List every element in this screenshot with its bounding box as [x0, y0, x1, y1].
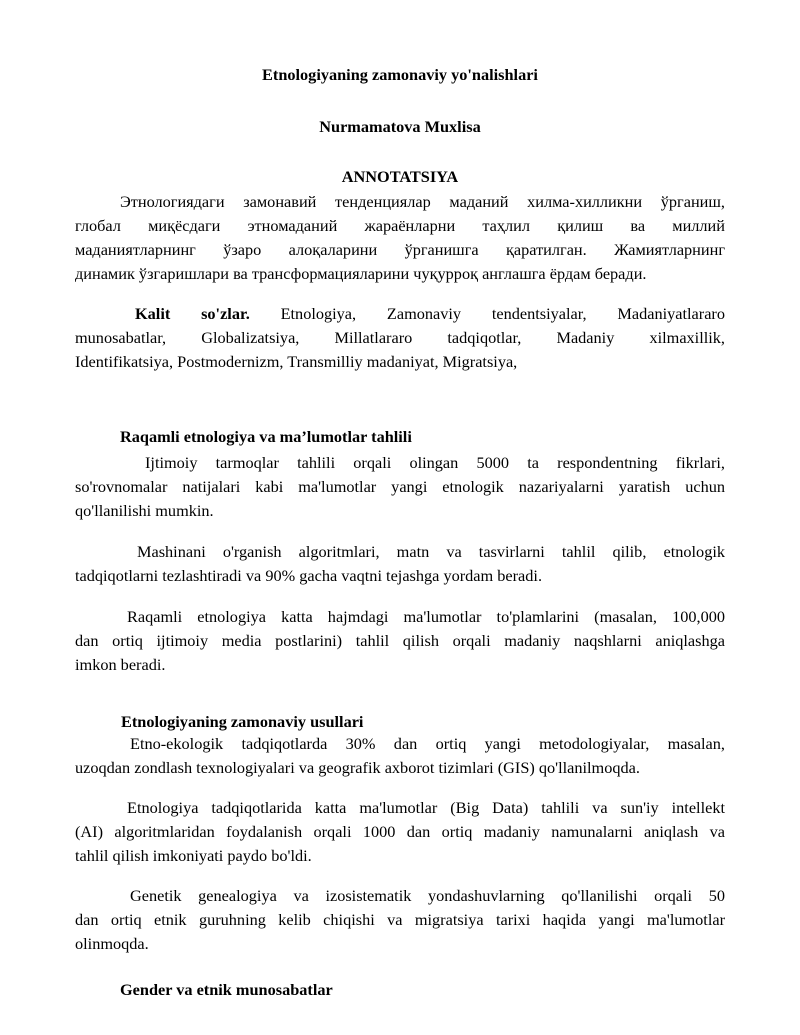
paragraph-line: Mashinani o'rganish algoritmlari, matn va tasvirlarni tahlil qilib, etnologik	[137, 542, 725, 561]
keywords-line	[75, 302, 725, 326]
paragraph-line: Etno-ekologik tadqiqotlarda 30% dan ortiq yangi metodologiyalar, masalan,	[130, 734, 725, 753]
paragraph-line: (AI) algoritmlaridan foydalanish orqali 1000 dan ortiq madaniy namunalarni aniqlash va	[75, 822, 725, 841]
body-paragraph	[75, 796, 725, 868]
body-paragraph	[75, 451, 725, 523]
body-paragraph	[75, 732, 725, 780]
paragraph-line: qo'llanilishi mumkin.	[75, 501, 214, 520]
paragraph-line: tadqiqotlarni tezlashtiradi va 90% gacha vaqtni tejashga yordam beradi.	[75, 566, 543, 585]
annotation-line: динамик ўзгаришлари ва трансформацияларини чуқурроқ англашга ёрдам беради.	[75, 264, 647, 283]
keywords-label: Kalit so'zlar.	[135, 304, 250, 323]
annotation-heading: ANNOTATSIYA	[341, 167, 459, 186]
paragraph-line: dan ortiq etnik guruhning kelib chiqishi va migratsiya tarixi haqida yangi ma'lumotlar	[75, 910, 725, 929]
keywords-line: Identifikatsiya, Postmodernizm, Transmilliy madaniyat, Migratsiya,	[75, 352, 518, 371]
body-paragraph	[75, 605, 725, 677]
paragraph-line: Etnologiya tadqiqotlarida katta ma'lumotlar (Big Data) tahlili va sun'iy intellekt	[127, 798, 725, 817]
paragraph-line: imkon beradi.	[75, 655, 166, 674]
keywords-text: Etnologiya, Zamonaviy tendentsiyalar, Madaniyatlararo	[280, 304, 725, 323]
paragraph-line: so'rovnomalar natijalari kabi ma'lumotlar yangi etnologik nazariyalarni yaratish uchun	[75, 477, 725, 496]
section-heading: Etnologiyaning zamonaviy usullari	[121, 712, 364, 731]
annotation-paragraph	[75, 190, 725, 286]
body-paragraph	[75, 540, 725, 588]
author-name: Nurmamatova Muxlisa	[319, 117, 481, 136]
annotation-line: глобал миқёсдаги этномаданий жараёнларни таҳлил қилиш ва миллий	[75, 216, 725, 235]
paragraph-line: Raqamli etnologiya katta hajmdagi ma'lumotlar to'plamlarini (masalan, 100,000	[127, 607, 725, 626]
document-title: Etnologiyaning zamonaviy yo'nalishlari	[262, 65, 538, 84]
section-heading: Raqamli etnologiya va ma’lumotlar tahlili	[120, 427, 412, 446]
paragraph-line: tahlil qilish imkoniyati paydo bo'ldi.	[75, 846, 312, 865]
paragraph-line: olinmoqda.	[75, 934, 149, 953]
body-paragraph	[75, 884, 725, 956]
paragraph-line: uzoqdan zondlash texnologiyalari va geografik axborot tizimlari (GIS) qo'llanilmoqda.	[75, 758, 640, 777]
paragraph-line: Ijtimoiy tarmoqlar tahlili orqali olingan 5000 ta respondentning fikrlari,	[145, 453, 725, 472]
annotation-line: маданиятларнинг ўзаро алоқаларини ўрганишга қаратилган. Жамиятларнинг	[75, 240, 725, 259]
paragraph-line: dan ortiq ijtimoiy media postlarini) tahlil qilish orqali madaniy naqshlarni aniqlashga	[75, 631, 725, 650]
section-heading: Gender va etnik munosabatlar	[120, 980, 333, 999]
paragraph-line: Genetik genealogiya va izosistematik yondashuvlarning qo'llanilishi orqali 50	[130, 886, 725, 905]
keywords-line: munosabatlar, Globalizatsiya, Millatlararo tadqiqotlar, Madaniy xilmaxillik,	[75, 328, 725, 347]
annotation-line: Этнологиядаги замонавий тенденциялар маданий хилма-хилликни ўрганиш,	[120, 192, 725, 211]
keywords-paragraph	[75, 302, 725, 374]
